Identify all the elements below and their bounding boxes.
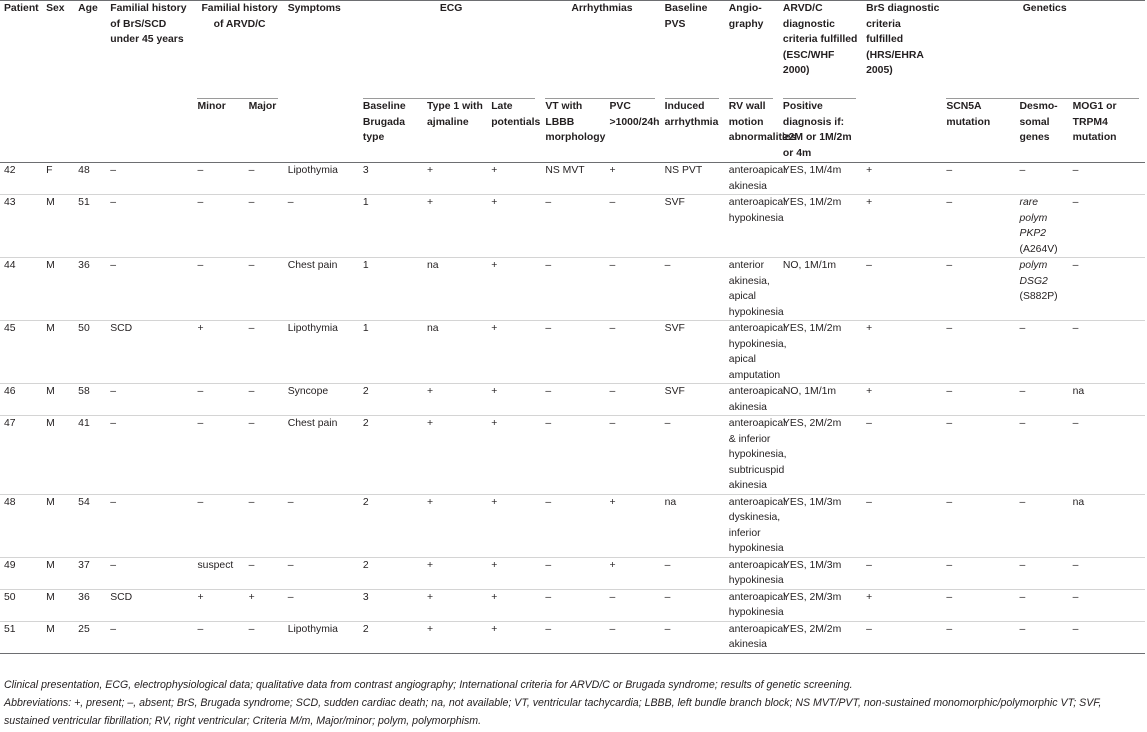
cell-brugada: 1 bbox=[362, 323, 369, 334]
table-row bbox=[0, 384, 1145, 416]
cell-pvc: – bbox=[609, 323, 616, 334]
cell-desmo: – bbox=[1019, 496, 1026, 508]
table-row bbox=[0, 557, 1145, 589]
cell-scn5a: – bbox=[946, 260, 953, 271]
subheader-pvc: PVC >1000/24h bbox=[609, 101, 660, 128]
cell-symptoms: Chest pain bbox=[287, 260, 338, 271]
cell-pvc: + bbox=[609, 165, 616, 176]
cell-minor: – bbox=[197, 386, 204, 397]
cell-pvc: – bbox=[609, 197, 616, 208]
cell-arvd: YES, 1M/3m bbox=[782, 496, 842, 508]
cell-brugada: 2 bbox=[362, 559, 369, 571]
cell-age: 48 bbox=[78, 165, 90, 176]
cell-sex: M bbox=[46, 591, 55, 603]
cell-desmo bbox=[1016, 258, 1069, 321]
table-row bbox=[0, 258, 1145, 321]
cell-vt: NS MVT bbox=[545, 165, 585, 176]
cell-mog1: na bbox=[1072, 496, 1085, 508]
cell-patient: 43 bbox=[4, 197, 16, 208]
cell-late: + bbox=[491, 496, 498, 508]
cell-late: + bbox=[491, 559, 498, 571]
cell-minor: + bbox=[197, 323, 204, 334]
cell-arvd: YES, 2M/2m bbox=[782, 418, 842, 429]
table-row bbox=[0, 621, 1145, 653]
cell-sex: M bbox=[46, 323, 55, 334]
table-footnote bbox=[4, 676, 1139, 730]
cell-rv: anteroapical hypokinesia bbox=[728, 591, 786, 618]
cell-desmo: – bbox=[1019, 418, 1026, 429]
cell-arvd: YES, 2M/2m bbox=[782, 623, 842, 635]
cell-brugada: 1 bbox=[362, 197, 369, 208]
cell-scn5a: – bbox=[946, 418, 953, 429]
desmo-variant: (S882P) bbox=[1019, 291, 1058, 302]
cell-vt: – bbox=[545, 418, 552, 429]
cell-vt: – bbox=[545, 386, 552, 397]
cell-age: 51 bbox=[78, 197, 90, 208]
cell-desmo: – bbox=[1019, 386, 1026, 397]
cell-age: 58 bbox=[78, 386, 90, 397]
cell-late: + bbox=[491, 197, 498, 208]
cell-symptoms: – bbox=[287, 496, 294, 508]
cell-late: + bbox=[491, 323, 498, 334]
cell-fam-brs: – bbox=[110, 197, 117, 208]
cell-brs: – bbox=[866, 418, 872, 429]
cell-major: – bbox=[248, 496, 255, 508]
cell-scn5a: – bbox=[946, 496, 953, 508]
cell-rv: anteroapical akinesia bbox=[728, 386, 786, 413]
cell-arvd: YES, 1M/2m bbox=[782, 197, 842, 208]
cell-induced: – bbox=[664, 418, 671, 429]
cell-desmo: – bbox=[1019, 165, 1026, 176]
cell-vt: – bbox=[545, 559, 552, 571]
subheader-mog1: MOG1 or TRPM4 mutation bbox=[1072, 101, 1117, 143]
cell-brs: – bbox=[866, 623, 872, 635]
cell-symptoms: Chest pain bbox=[287, 418, 338, 429]
cell-ajmaline: + bbox=[427, 623, 434, 635]
cell-patient: 49 bbox=[4, 559, 16, 571]
footnote-line-1: Clinical presentation, ECG, electrophysiological data; qualitative data from contrast angiography; International criteria for ARVD/C or Brugada syndrome; results of genetic screening. bbox=[4, 679, 853, 691]
cell-scn5a: – bbox=[946, 386, 953, 397]
cell-patient: 51 bbox=[4, 623, 16, 635]
subheader-baseline-brugada: Baseline Brugada type bbox=[362, 101, 406, 143]
cell-scn5a: – bbox=[946, 591, 953, 603]
subheader-scn5a: SCN5A mutation bbox=[946, 101, 991, 128]
cell-rv: anteroapical hypokinesia bbox=[728, 197, 786, 224]
cell-mog1: – bbox=[1072, 323, 1079, 334]
cell-brugada: 2 bbox=[362, 418, 369, 429]
cell-arvd: YES, 1M/3m bbox=[782, 559, 842, 571]
cell-induced: – bbox=[664, 260, 671, 271]
cell-vt: – bbox=[545, 591, 552, 603]
footnote-line-2: Abbreviations: +, present; –, absent; BrS, Brugada syndrome; SCD, sudden cardiac death; na, not available; VT, ventricular tachycardia; LBBB, left bundle branch block; NS MVT/PVT, non-sustained monomorphic/polymorphic VT; SVF, sustained ventricular fibrillation; RV, right ventricular; Criteria M/m, Major/minor; polym, polymorphism. bbox=[4, 697, 1102, 727]
cell-fam-brs: – bbox=[110, 260, 117, 271]
cell-brugada: 2 bbox=[362, 496, 369, 508]
cell-major: + bbox=[248, 591, 255, 603]
subheader-major: Major bbox=[248, 101, 277, 112]
cell-brs: + bbox=[866, 165, 873, 176]
cell-brugada: 2 bbox=[362, 386, 369, 397]
cell-desmo bbox=[1016, 195, 1069, 258]
cell-ajmaline: + bbox=[427, 165, 434, 176]
cell-brs: + bbox=[866, 591, 873, 603]
subheader-minor: Minor bbox=[197, 101, 226, 112]
cell-brugada: 2 bbox=[362, 623, 369, 635]
header-brs-criteria: BrS diagnostic criteria fulfilled (HRS/EHRA 2005) bbox=[866, 3, 940, 76]
cell-ajmaline: + bbox=[427, 386, 434, 397]
cell-late: + bbox=[491, 418, 498, 429]
cell-sex: F bbox=[46, 165, 53, 176]
desmo-polym: rare polym bbox=[1019, 197, 1048, 224]
header-symptoms: Symptoms bbox=[287, 3, 341, 14]
cell-symptoms: Lipothymia bbox=[287, 323, 338, 334]
cell-minor: – bbox=[197, 260, 204, 271]
cell-sex: M bbox=[46, 386, 55, 397]
cell-pvc: – bbox=[609, 591, 616, 603]
cell-late: + bbox=[491, 386, 498, 397]
cell-rv: anteroapical dyskinesia, inferior hypokinesia bbox=[728, 496, 786, 554]
cell-patient: 45 bbox=[4, 323, 16, 334]
cell-sex: M bbox=[46, 559, 55, 571]
cell-arvd: NO, 1M/1m bbox=[782, 260, 837, 271]
subheader-late-potentials: Late potentials bbox=[491, 101, 541, 128]
cell-ajmaline: + bbox=[427, 559, 434, 571]
table-row bbox=[0, 589, 1145, 621]
cell-rv: anterior akinesia, apical hypokinesia bbox=[728, 260, 784, 318]
desmo-gene: DSG2 bbox=[1019, 275, 1048, 287]
cell-ajmaline: na bbox=[427, 323, 439, 334]
cell-age: 41 bbox=[78, 418, 90, 429]
subheader-induced: Induced arrhythmia bbox=[664, 101, 719, 128]
header-baseline-pvs: Baseline PVS bbox=[661, 1, 725, 100]
cell-age: 36 bbox=[78, 260, 90, 271]
header-patient: Patient bbox=[4, 3, 39, 14]
cell-fam-brs: – bbox=[110, 496, 117, 508]
cell-minor: – bbox=[197, 623, 204, 635]
subheader-type1-ajmaline: Type 1 with ajmaline bbox=[427, 101, 483, 128]
cell-age: 25 bbox=[78, 623, 90, 635]
cell-fam-brs: – bbox=[110, 559, 117, 571]
cell-arvd: YES, 1M/2m bbox=[782, 323, 842, 334]
cell-major: – bbox=[248, 623, 255, 635]
cell-fam-brs: – bbox=[110, 386, 117, 397]
cell-pvc: – bbox=[609, 418, 616, 429]
cell-scn5a: – bbox=[946, 623, 953, 635]
cell-desmo: – bbox=[1019, 591, 1026, 603]
cell-scn5a: – bbox=[946, 165, 953, 176]
cell-rv: anteroapical hypokinesia, apical amputation bbox=[728, 323, 787, 381]
cell-induced: – bbox=[664, 559, 671, 571]
cell-minor: suspect bbox=[197, 559, 234, 571]
header-arvd-criteria: ARVD/C diagnostic criteria fulfilled (ESC/WHF 2000) bbox=[779, 1, 862, 100]
header-genetics: Genetics bbox=[942, 1, 1145, 100]
cell-mog1: – bbox=[1072, 559, 1079, 571]
cell-brs: + bbox=[866, 386, 873, 397]
header-sex: Sex bbox=[46, 3, 65, 14]
cell-sex: M bbox=[46, 197, 55, 208]
cell-pvc: – bbox=[609, 623, 616, 635]
cell-rv: anteroapical akinesia bbox=[728, 623, 786, 650]
cell-ajmaline: na bbox=[427, 260, 439, 271]
table-body bbox=[0, 163, 1145, 654]
cell-ajmaline: + bbox=[427, 197, 434, 208]
cell-brs: + bbox=[866, 197, 873, 208]
cell-arvd: YES, 1M/4m bbox=[782, 165, 842, 176]
cell-mog1: – bbox=[1072, 623, 1079, 635]
cell-pvc: – bbox=[609, 260, 616, 271]
cell-patient: 42 bbox=[4, 165, 16, 176]
cell-vt: – bbox=[545, 496, 552, 508]
cell-brugada: 3 bbox=[362, 165, 369, 176]
cell-pvc: + bbox=[609, 559, 616, 571]
cell-arvd: NO, 1M/1m bbox=[782, 386, 837, 397]
cell-pvc: + bbox=[609, 496, 616, 508]
cell-mog1: – bbox=[1072, 260, 1079, 271]
cell-scn5a: – bbox=[946, 323, 953, 334]
header-angiography: Angio-graphy bbox=[725, 1, 779, 100]
cell-arvd: YES, 2M/3m bbox=[782, 591, 842, 603]
cell-rv: anteroapical hypokinesia bbox=[728, 559, 786, 586]
header-familial-brs: Familial history of BrS/SCD under 45 years bbox=[110, 3, 187, 45]
cell-patient: 47 bbox=[4, 418, 16, 429]
cell-vt: – bbox=[545, 623, 552, 635]
cell-minor: – bbox=[197, 165, 204, 176]
cell-rv: anteroapical akinesia bbox=[728, 165, 786, 192]
cell-desmo: – bbox=[1019, 323, 1026, 334]
subheader-desmosomal: Desmo-somal genes bbox=[1019, 101, 1058, 143]
cell-mog1: – bbox=[1072, 591, 1079, 603]
cell-brugada: 1 bbox=[362, 260, 369, 271]
cell-symptoms: Syncope bbox=[287, 386, 329, 397]
cell-patient: 48 bbox=[4, 496, 16, 508]
desmo-gene: PKP2 bbox=[1019, 228, 1047, 239]
cell-ajmaline: + bbox=[427, 418, 434, 429]
desmo-variant: (A264V) bbox=[1019, 243, 1058, 255]
cell-ajmaline: + bbox=[427, 496, 434, 508]
header-row-2 bbox=[0, 99, 1145, 163]
cell-brs: – bbox=[866, 260, 872, 271]
subheader-vt-lbbb: VT with LBBB morphology bbox=[545, 101, 606, 143]
cell-induced: – bbox=[664, 591, 671, 603]
table-row bbox=[0, 494, 1145, 557]
cell-brs: – bbox=[866, 496, 872, 508]
table-row bbox=[0, 195, 1145, 258]
table-row bbox=[0, 163, 1145, 195]
cell-symptoms: Lipothymia bbox=[287, 165, 338, 176]
cell-patient: 46 bbox=[4, 386, 16, 397]
cell-mog1: na bbox=[1072, 386, 1085, 397]
header-row-1 bbox=[0, 1, 1145, 100]
cell-induced: SVF bbox=[664, 197, 685, 208]
cell-age: 37 bbox=[78, 559, 90, 571]
cell-fam-brs: – bbox=[110, 165, 117, 176]
cell-late: + bbox=[491, 260, 498, 271]
cell-brugada: 3 bbox=[362, 591, 369, 603]
cell-vt: – bbox=[545, 260, 552, 271]
header-arrhythmias: Arrhythmias bbox=[541, 1, 660, 100]
cell-desmo: – bbox=[1019, 559, 1026, 571]
cell-minor: – bbox=[197, 418, 204, 429]
cell-late: + bbox=[491, 165, 498, 176]
cell-induced: – bbox=[664, 623, 671, 635]
cell-major: – bbox=[248, 323, 255, 334]
cell-induced: SVF bbox=[664, 386, 685, 397]
header-ecg: ECG bbox=[359, 1, 541, 100]
subheader-rv-wall: RV wall motion abnormalities bbox=[728, 101, 797, 143]
cell-fam-brs: – bbox=[110, 418, 117, 429]
cell-major: – bbox=[248, 386, 255, 397]
cell-scn5a: – bbox=[946, 197, 953, 208]
cell-ajmaline: + bbox=[427, 591, 434, 603]
cell-late: + bbox=[491, 623, 498, 635]
cell-pvc: – bbox=[609, 386, 616, 397]
cell-symptoms: – bbox=[287, 591, 294, 603]
cell-patient: 50 bbox=[4, 591, 16, 603]
cell-age: 50 bbox=[78, 323, 90, 334]
cell-minor: – bbox=[197, 197, 204, 208]
cell-rv: anteroapical & inferior hypokinesia, subtricuspid akinesia bbox=[728, 418, 787, 491]
cell-vt: – bbox=[545, 323, 552, 334]
cell-mog1: – bbox=[1072, 418, 1079, 429]
desmo-polym: polym bbox=[1019, 260, 1048, 271]
cell-major: – bbox=[248, 197, 255, 208]
cell-age: 54 bbox=[78, 496, 90, 508]
cell-vt: – bbox=[545, 197, 552, 208]
cell-age: 36 bbox=[78, 591, 90, 603]
cell-fam-brs: SCD bbox=[110, 591, 133, 603]
cell-induced: NS PVT bbox=[664, 165, 703, 176]
cell-patient: 44 bbox=[4, 260, 16, 271]
cell-desmo: – bbox=[1019, 623, 1026, 635]
cell-minor: – bbox=[197, 496, 204, 508]
cell-symptoms: – bbox=[287, 559, 294, 571]
cell-fam-brs: – bbox=[110, 623, 117, 635]
cell-late: + bbox=[491, 591, 498, 603]
header-age: Age bbox=[78, 3, 98, 14]
cell-major: – bbox=[248, 165, 255, 176]
cell-scn5a: – bbox=[946, 559, 953, 571]
cell-sex: M bbox=[46, 260, 55, 271]
cell-brs: + bbox=[866, 323, 873, 334]
table-row bbox=[0, 416, 1145, 495]
cell-major: – bbox=[248, 260, 255, 271]
cell-major: – bbox=[248, 418, 255, 429]
subheader-positive-dx: Positive diagnosis if: ≥2M or 1M/2m or 4m bbox=[782, 101, 852, 159]
cell-symptoms: Lipothymia bbox=[287, 623, 338, 635]
cell-fam-brs: SCD bbox=[110, 323, 133, 334]
cell-major: – bbox=[248, 559, 255, 571]
cell-symptoms: – bbox=[287, 197, 294, 208]
cell-mog1: – bbox=[1072, 197, 1079, 208]
cell-brs: – bbox=[866, 559, 872, 571]
cell-induced: na bbox=[664, 496, 677, 508]
cell-sex: M bbox=[46, 418, 55, 429]
cell-mog1: – bbox=[1072, 165, 1079, 176]
cell-induced: SVF bbox=[664, 323, 685, 334]
cell-sex: M bbox=[46, 496, 55, 508]
cell-minor: + bbox=[197, 591, 204, 603]
cell-sex: M bbox=[46, 623, 55, 635]
table-row bbox=[0, 321, 1145, 384]
header-familial-arvd: Familial history of ARVD/C bbox=[193, 1, 283, 100]
